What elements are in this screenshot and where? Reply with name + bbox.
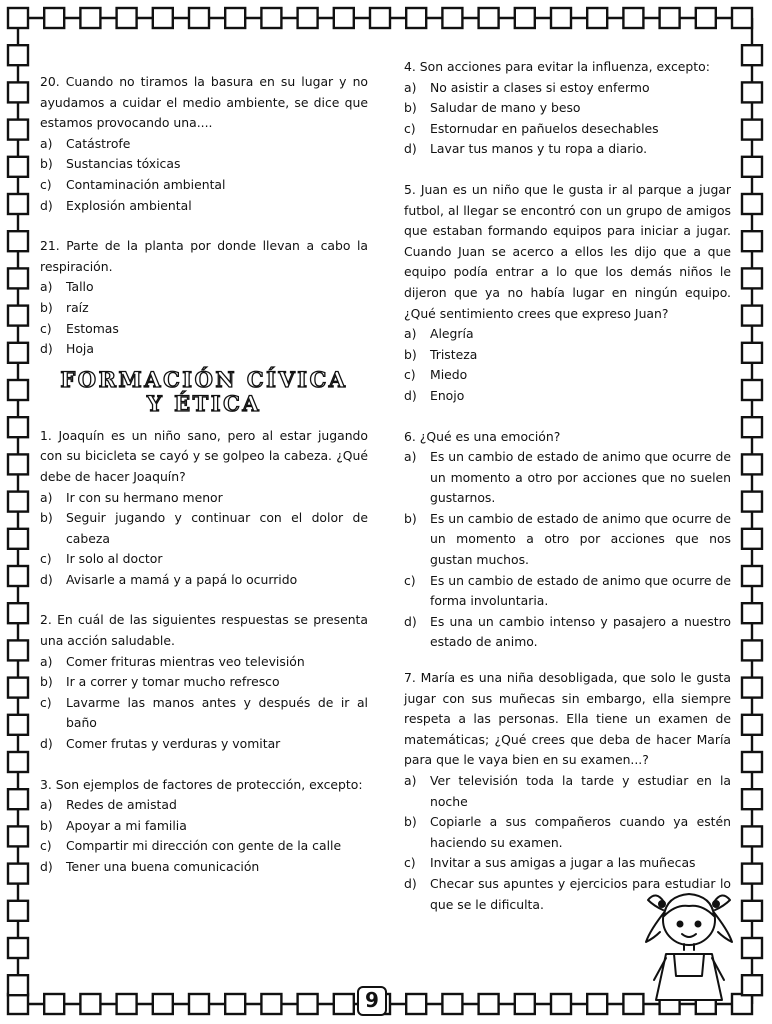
question-6 (404, 427, 731, 654)
option-text: raíz (66, 299, 89, 315)
border-square (742, 268, 762, 288)
option-d (404, 612, 731, 653)
option-letter: a) (404, 449, 417, 465)
option-a (40, 277, 368, 298)
border-square (8, 343, 28, 363)
border-square (225, 8, 245, 28)
border-square (80, 994, 100, 1014)
option-b (404, 345, 731, 366)
option-text: Alegría (430, 326, 474, 342)
spacer (404, 653, 731, 668)
question-text: 7. María es una niña desobligada, que solo le gusta jugar con sus muñecas sin embargo, ella siempre respeta a las personas. Ella tiene un examen de matemáticas; ¿Qué crees que deba de hacer María para que le vaya bien en su examen...? (404, 670, 731, 768)
option-d (40, 857, 368, 878)
option-b (404, 98, 731, 119)
option-text: Ir con su hermano menor (66, 489, 223, 505)
section-heading-line-1: FORMACIÓN CÍVICA (60, 366, 348, 392)
border-square (742, 678, 762, 698)
option-letter: c) (40, 320, 52, 336)
border-square (8, 82, 28, 102)
option-d (404, 139, 731, 160)
option-text: Tristeza (430, 346, 478, 362)
question-text: 21. Parte de la planta por donde llevan a cabo la respiración. (40, 238, 368, 274)
option-letter: c) (404, 120, 416, 136)
border-square (334, 8, 354, 28)
question-7 (404, 668, 731, 915)
option-a (404, 324, 731, 345)
option-b (404, 509, 731, 571)
border-square (8, 8, 28, 28)
border-square (742, 194, 762, 214)
option-letter: b) (40, 510, 53, 526)
question-20 (40, 72, 368, 216)
option-d (40, 570, 368, 591)
option-list (404, 324, 731, 406)
spacer (40, 590, 368, 610)
option-b (40, 816, 368, 837)
border-square (660, 8, 680, 28)
border-square (80, 8, 100, 28)
border-square (742, 380, 762, 400)
border-square (8, 194, 28, 214)
option-b (40, 672, 368, 693)
option-a (40, 488, 368, 509)
border-square (479, 994, 499, 1014)
option-letter: d) (40, 197, 53, 213)
option-text: Saludar de mano y beso (430, 100, 581, 116)
border-square (189, 8, 209, 28)
border-square (8, 529, 28, 549)
page-number: 9 (357, 986, 387, 1016)
border-square (8, 120, 28, 140)
option-letter: b) (404, 510, 417, 526)
border-square (334, 994, 354, 1014)
border-square (261, 994, 281, 1014)
border-square (261, 8, 281, 28)
option-b (40, 508, 368, 549)
option-a (404, 447, 731, 509)
option-b (404, 812, 731, 853)
question-text: 20. Cuando no tiramos la basura en su lugar y no ayudamos a cuidar el medio ambiente, se dice que estamos provocando una.... (40, 74, 368, 131)
border-square (298, 8, 318, 28)
border-square (696, 8, 716, 28)
option-letter: d) (404, 387, 417, 403)
option-a (40, 652, 368, 673)
option-letter: d) (40, 341, 53, 357)
option-text: Contaminación ambiental (66, 176, 226, 192)
option-text: Compartir mi dirección con gente de la calle (66, 838, 342, 854)
option-text: Invitar a sus amigas a jugar a las muñecas (430, 855, 696, 871)
option-text: Ver televisión toda la tarde y estudiar en la noche (430, 773, 731, 809)
option-text: Lavar tus manos y tu ropa a diario. (430, 141, 648, 157)
border-square (406, 8, 426, 28)
option-letter: d) (404, 141, 417, 157)
option-letter: b) (40, 817, 53, 833)
border-square (8, 752, 28, 772)
option-text: Enojo (430, 387, 465, 403)
border-square (189, 994, 209, 1014)
option-d (40, 196, 368, 217)
option-c (40, 836, 368, 857)
question-text: 4. Son acciones para evitar la influenza, excepto: (404, 59, 710, 74)
border-square (742, 715, 762, 735)
option-letter: a) (40, 797, 53, 813)
option-c (40, 175, 368, 196)
option-letter: a) (404, 79, 417, 95)
option-text: Ir solo al doctor (66, 551, 163, 567)
option-c (40, 549, 368, 570)
border-square (8, 566, 28, 586)
option-c (404, 571, 731, 612)
option-letter: b) (404, 100, 417, 116)
section-heading (40, 368, 368, 416)
border-square (587, 994, 607, 1014)
option-list (404, 78, 731, 160)
question-2 (40, 610, 368, 754)
border-square (117, 994, 137, 1014)
option-c (40, 319, 368, 340)
border-square (44, 994, 64, 1014)
option-letter: c) (404, 367, 416, 383)
option-text: Es un cambio de estado de animo que ocurre de un momento a otro por acciones que nos gustan muchos. (430, 510, 731, 568)
border-square (742, 120, 762, 140)
option-letter: a) (40, 135, 53, 151)
option-text: Comer frutas y verduras y vomitar (66, 736, 281, 752)
border-square (515, 994, 535, 1014)
border-square (551, 8, 571, 28)
left-column (40, 72, 368, 878)
border-square (742, 343, 762, 363)
option-letter: a) (40, 279, 53, 295)
option-text: Es un cambio de estado de animo que ocurre de un momento a otro por acciones que no suelen gustarnos. (430, 449, 731, 506)
option-list (40, 134, 368, 216)
question-5 (404, 180, 731, 407)
border-square (117, 8, 137, 28)
border-square (742, 789, 762, 809)
border-square (8, 417, 28, 437)
option-text: Checar sus apuntes y ejercicios para estudiar lo que se le dificulta. (430, 875, 731, 912)
option-letter: b) (404, 346, 417, 362)
border-square (742, 529, 762, 549)
option-c (404, 365, 731, 386)
option-letter: b) (40, 156, 53, 172)
option-list (40, 488, 368, 591)
border-square (742, 231, 762, 251)
border-square (623, 8, 643, 28)
option-text: Catástrofe (66, 135, 131, 151)
border-square (8, 901, 28, 921)
option-d (404, 386, 731, 407)
section-heading-line-2: Y ÉTICA (146, 390, 262, 416)
option-list (40, 652, 368, 755)
question-text: 1. Joaquín es un niño sano, pero al estar jugando con su bicicleta se cayó y se golpeo la cabeza. ¿Qué debe de hacer Joaquín? (40, 427, 368, 484)
border-square (8, 380, 28, 400)
border-square (8, 640, 28, 660)
border-square (8, 994, 28, 1014)
option-text: Apoyar a mi familia (66, 817, 187, 833)
border-square (8, 157, 28, 177)
option-text: Lavarme las manos antes y después de ir al baño (66, 694, 368, 731)
option-letter: a) (404, 773, 417, 788)
option-d (40, 339, 368, 360)
border-square (742, 45, 762, 65)
border-square (742, 82, 762, 102)
border-square (8, 826, 28, 846)
option-text: Explosión ambiental (66, 197, 192, 213)
border-square (515, 8, 535, 28)
border-square (8, 789, 28, 809)
question-text: 3. Son ejemplos de factores de protección, excepto: (40, 776, 363, 792)
option-letter: a) (40, 489, 53, 505)
option-letter: a) (40, 653, 53, 669)
border-square (742, 826, 762, 846)
question-3 (40, 775, 368, 878)
question-text: 2. En cuál de las siguientes respuestas se presenta una acción saludable. (40, 612, 368, 649)
border-square (732, 8, 752, 28)
option-b (40, 154, 368, 175)
option-d (40, 734, 368, 755)
option-letter: c) (40, 694, 52, 710)
option-letter: a) (404, 326, 417, 342)
border-square (370, 8, 390, 28)
border-square (742, 566, 762, 586)
option-text: Es una un cambio intenso y pasajero a nuestro estado de animo. (430, 613, 731, 650)
border-square (742, 157, 762, 177)
option-text: Tener una buena comunicación (66, 859, 260, 874)
option-text: Hoja (66, 341, 94, 357)
border-square (742, 454, 762, 474)
question-1 (40, 426, 368, 591)
option-letter: d) (40, 736, 53, 752)
border-square (225, 994, 245, 1014)
border-square (8, 975, 28, 995)
border-square (742, 306, 762, 326)
border-square (8, 306, 28, 326)
border-square (298, 994, 318, 1014)
border-square (742, 752, 762, 772)
question-4 (404, 57, 731, 160)
spacer (40, 216, 368, 236)
option-letter: c) (40, 838, 52, 854)
option-text: Tallo (66, 279, 94, 295)
option-text: Sustancias tóxicas (66, 156, 181, 172)
option-letter: b) (40, 674, 53, 690)
option-c (404, 119, 731, 140)
option-letter: c) (40, 551, 52, 567)
option-list (40, 277, 368, 359)
option-text: Avisarle a mamá y a papá lo ocurrido (66, 571, 298, 587)
border-square (8, 45, 28, 65)
option-a (404, 771, 731, 812)
option-list (40, 795, 368, 877)
border-square (8, 268, 28, 288)
spacer (404, 160, 731, 180)
border-square (742, 640, 762, 660)
option-text: Estornudar en pañuelos desechables (430, 120, 659, 136)
border-square (8, 603, 28, 623)
option-text: Seguir jugando y continuar con el dolor de cabeza (66, 510, 368, 546)
option-letter: d) (40, 571, 53, 587)
border-square (8, 231, 28, 251)
option-c (404, 853, 731, 874)
border-square (587, 8, 607, 28)
option-a (40, 134, 368, 155)
option-text: Miedo (430, 367, 468, 383)
border-square (8, 454, 28, 474)
option-letter: d) (404, 613, 417, 629)
option-text: Comer frituras mientras veo televisión (66, 653, 305, 669)
option-letter: c) (40, 176, 52, 192)
border-square (442, 994, 462, 1014)
question-text: 6. ¿Qué es una emoción? (404, 428, 561, 444)
border-square (479, 8, 499, 28)
border-square (153, 8, 173, 28)
option-text: Ir a correr y tomar mucho refresco (66, 674, 280, 690)
option-letter: b) (40, 299, 53, 315)
border-square (153, 994, 173, 1014)
question-21 (40, 236, 368, 360)
option-text: Redes de amistad (66, 797, 177, 813)
option-text: No asistir a clases si estoy enfermo (430, 79, 650, 95)
border-square (8, 715, 28, 735)
spacer (404, 407, 731, 427)
girl-illustration-icon (636, 880, 746, 1005)
border-square (8, 864, 28, 884)
option-a (404, 78, 731, 99)
option-letter: d) (40, 859, 53, 874)
option-letter: c) (404, 572, 416, 588)
border-square (742, 492, 762, 512)
option-a (40, 795, 368, 816)
border-square (8, 938, 28, 958)
border-square (742, 417, 762, 437)
option-b (40, 298, 368, 319)
border-square (742, 603, 762, 623)
option-letter: b) (404, 814, 417, 830)
option-list (404, 447, 731, 653)
option-text: Estomas (66, 320, 119, 336)
border-square (406, 994, 426, 1014)
border-square (442, 8, 462, 28)
border-square (8, 492, 28, 512)
right-column (404, 57, 731, 915)
border-square (44, 8, 64, 28)
option-text: Es un cambio de estado de animo que ocurre de forma involuntaria. (430, 572, 731, 609)
option-text: Copiarle a sus compañeros cuando ya estén haciendo su examen. (430, 814, 731, 850)
border-square (551, 994, 571, 1014)
question-text: 5. Juan es un niño que le gusta ir al parque a jugar futbol, al llegar se encontró con un grupo de amigos que estaban formando equipos para iniciar a jugar. Cuando Juan se acerco a ellos les dijo que a que equipo podía entrar a lo que los demás niños le dijeron que ya no había lugar en ningún equipo. ¿Qué sentimiento crees que expreso Juan? (404, 181, 731, 321)
option-letter: c) (404, 855, 416, 871)
option-letter: d) (404, 875, 417, 891)
border-square (8, 678, 28, 698)
spacer (40, 755, 368, 775)
option-c (40, 693, 368, 734)
